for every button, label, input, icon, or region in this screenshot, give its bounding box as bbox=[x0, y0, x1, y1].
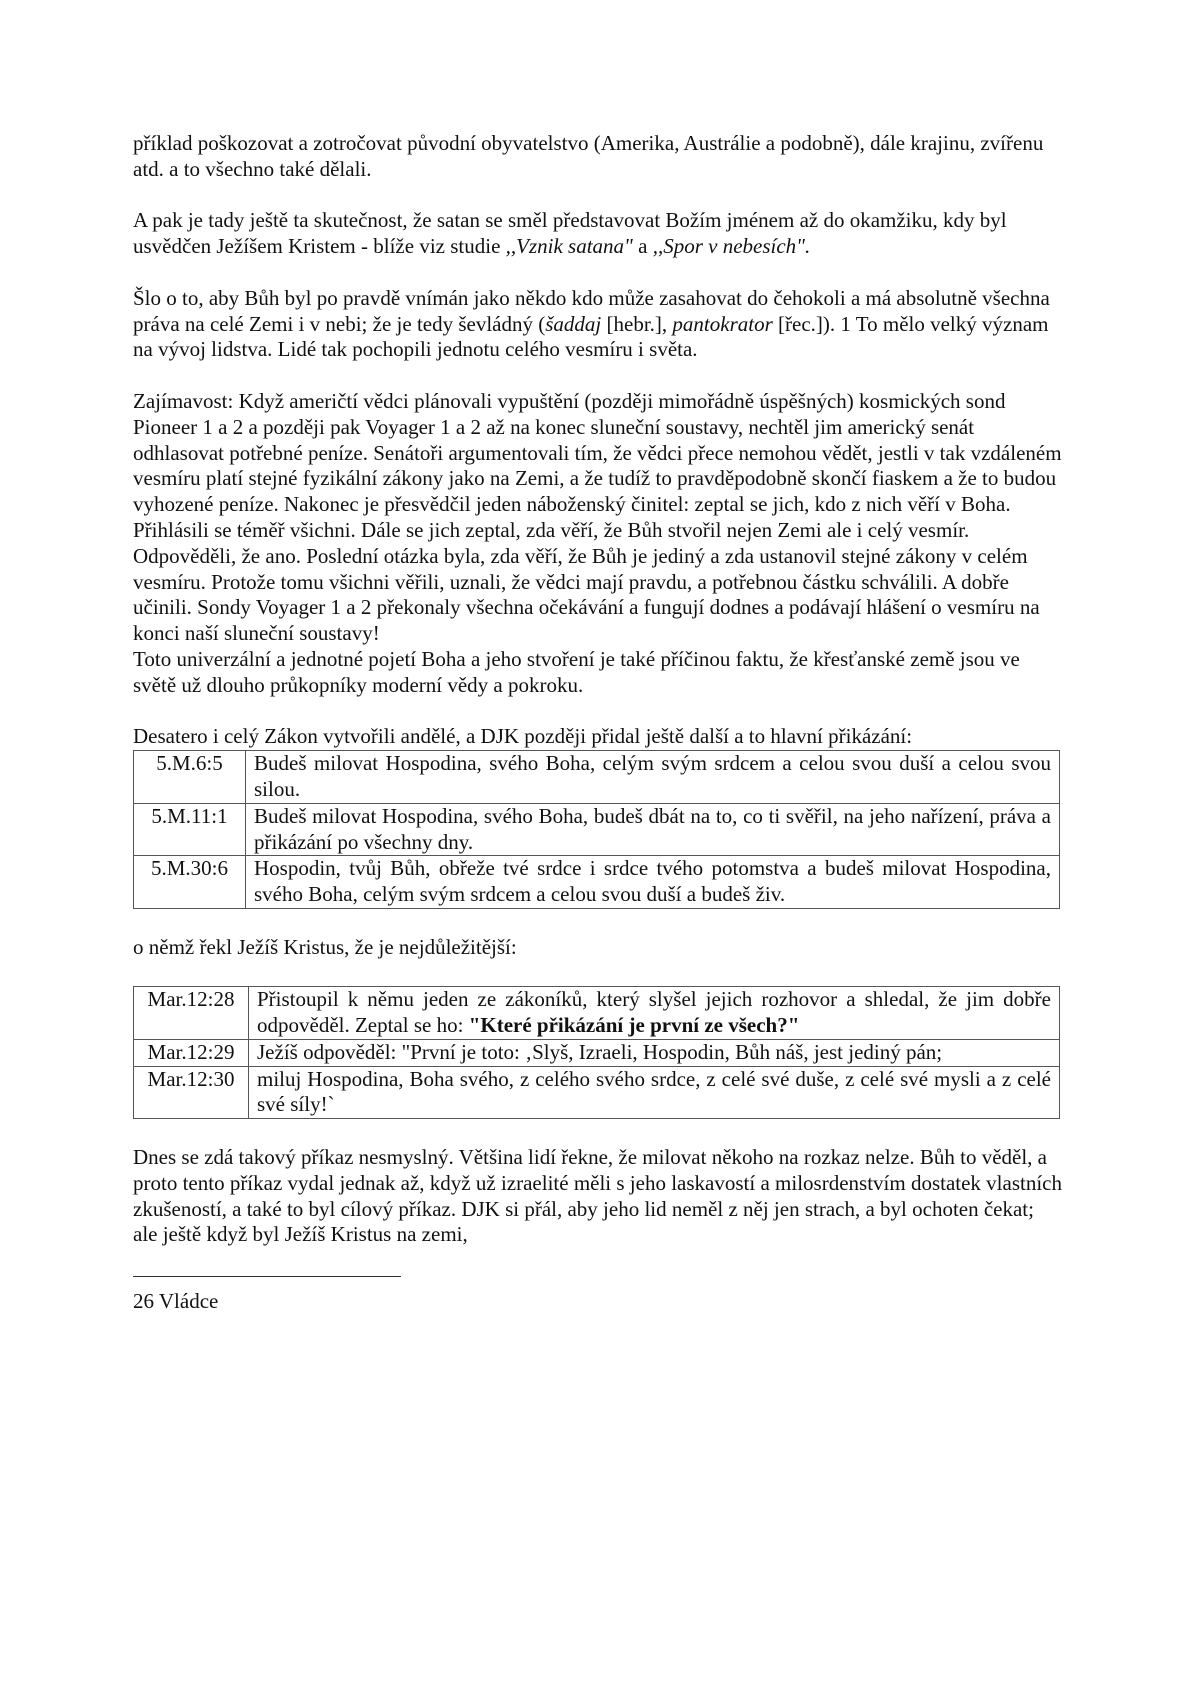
table-row bbox=[134, 751, 1060, 804]
table-row bbox=[134, 1039, 1060, 1066]
document-page bbox=[133, 131, 1063, 1315]
verse-ref: Mar.12:29 bbox=[134, 1039, 249, 1066]
table-row bbox=[134, 803, 1060, 856]
study-title-spor-v-nebesich: ,,Spor v nebesích". bbox=[652, 234, 811, 259]
verse-ref: 5.M.6:5 bbox=[134, 751, 246, 804]
paragraph-3-hebr: [hebr.], bbox=[601, 311, 673, 336]
paragraph-3 bbox=[133, 286, 1063, 363]
footnote-separator bbox=[133, 1276, 401, 1277]
term-pantokrator: pantokrator bbox=[672, 311, 773, 336]
verse-text bbox=[249, 987, 1060, 1040]
verse-text: Budeš milovat Hospodina, svého Boha, budeš dbát na to, co ti svěřil, na jeho nařízení, práva a přikázání po všechny dny. bbox=[246, 803, 1060, 856]
verse-text: miluj Hospodina, Boha svého, z celého svého srdce, z celé své duše, z celé své mysli a z celé své síly!` bbox=[249, 1066, 1060, 1119]
verse-text: Ježíš odpověděl: "První je toto: ‚Slyš, Izraeli, Hospodin, Bůh náš, jest jediný pán; bbox=[249, 1039, 1060, 1066]
paragraph-3-rest: [řec.]). 1 To mělo velký význam na vývoj lidstva. Lidé tak pochopili jednotu celého vesmíru i světa. bbox=[133, 311, 1049, 362]
verse-text-bold: "Které přikázání je první ze všech?" bbox=[468, 1013, 800, 1038]
verse-ref: Mar.12:30 bbox=[134, 1066, 249, 1119]
study-title-vznik-satana: ,,Vznik satana" bbox=[505, 234, 633, 259]
table-row bbox=[134, 987, 1060, 1040]
verse-ref: 5.M.11:1 bbox=[134, 803, 246, 856]
paragraph-7: o němž řekl Ježíš Kristus, že je nejdůležitější: bbox=[133, 934, 517, 959]
verse-ref: 5.M.30:6 bbox=[134, 856, 246, 909]
verse-text-plain: Přistoupil k němu jeden ze zákoníků, který slyšel jejich rozhovor a shledal, že jim dobře odpověděl. Zeptal se ho: bbox=[257, 987, 1051, 1038]
verse-text: Hospodin, tvůj Bůh, obřeže tvé srdce i srdce tvého potomstva a budeš milovat Hospodina, svého Boha, celým svým srdcem a celou svou duší a budeš živ. bbox=[246, 856, 1060, 909]
paragraph-8: Dnes se zdá takový příkaz nesmyslný. Většina lidí řekne, že milovat někoho na rozkaz nelze. Bůh to věděl, a proto tento příkaz vydal jednak až, když už izraelité měli s jeho laskavostí a milosrdenstvím dostatek vlastních zkušeností, a také to byl cílový příkaz. DJK si přál, aby jeho lid neměl z něj jen strach, a byl ochoten čekat; ale ještě když byl Ježíš Kristus na zemi, bbox=[133, 1145, 1062, 1247]
footnote: 26 Vládce bbox=[133, 1289, 219, 1314]
commandment-table bbox=[133, 750, 1060, 909]
paragraph-5: Toto univerzální a jednotné pojetí Boha a jeho stvoření je také příčinou faktu, že křesťanské země jsou ve světě už dlouho průkopníky moderní vědy a pokroku. bbox=[133, 646, 1020, 697]
verse-ref: Mar.12:28 bbox=[134, 987, 249, 1040]
paragraph-4: Zajímavost: Když američtí vědci plánovali vypuštění (později mimořádně úspěšných) kosmických sond Pioneer 1 a 2 a později pak Voyager 1 a 2 až na konec sluneční soustavy, nechtěl jim americký senát odhlasovat potřebné peníze. Senátoři argumentovali tím, že vědci přece nemohou vědět, jestli v tak vzdáleném vesmíru platí stejné fyzikální zákony jako na Zemi, a že tudíž to pravděpodobně skončí fiaskem a že to budou vyhozené peníze. Nakonec je přesvědčil jeden náboženský činitel: zeptal se jich, kdo z nich věří v Boha. Přihlásili se téměř všichni. Dále se jich zeptal, zda věří, že Bůh stvořil nejen Zemi ale i celý vesmír. Odpověděli, že ano. Poslední otázka byla, zda věří, že Bůh je jediný a zda ustanovil stejné zákony v celém vesmíru. Protože tomu všichni věřili, uznali, že vědci mají pravdu, a potřebnou částku schválili. A dobře učinili. Sondy Voyager 1 a 2 překonaly všechna očekávání a fungují dodnes a podávají hlášení o vesmíru na konci naší sluneční soustavy! bbox=[133, 388, 1062, 646]
table-row bbox=[134, 856, 1060, 909]
table-row bbox=[134, 1066, 1060, 1119]
paragraph-3-text: Šlo o to, aby Bůh byl po pravdě vnímán jako někdo kdo může zasahovat do čehokoli a má absolutně všechna práva na celé Zemi i v nebi; že je tedy ševládný ( bbox=[133, 285, 1050, 336]
paragraph-2-text: A pak je tady ještě ta skutečnost, že satan se směl představovat Božím jménem až do okamžiku, kdy byl usvědčen Ježíšem Kristem - blíže viz studie bbox=[133, 208, 1007, 259]
term-saddaj: šaddaj bbox=[545, 311, 602, 336]
paragraph-2 bbox=[133, 208, 1063, 260]
paragraph-6: Desatero i celý Zákon vytvořili andělé, a DJK později přidal ještě další a to hlavní přikázání: bbox=[133, 724, 913, 749]
gospel-table bbox=[133, 986, 1060, 1119]
paragraph-2-conj: a bbox=[632, 234, 653, 259]
verse-text: Budeš milovat Hospodina, svého Boha, celým svým srdcem a celou svou duší a celou svou silou. bbox=[246, 751, 1060, 804]
paragraph-1: příklad poškozovat a zotročovat původní obyvatelstvo (Amerika, Austrálie a podobně), dále krajinu, zvířenu atd. a to všechno také dělali. bbox=[133, 131, 1044, 181]
